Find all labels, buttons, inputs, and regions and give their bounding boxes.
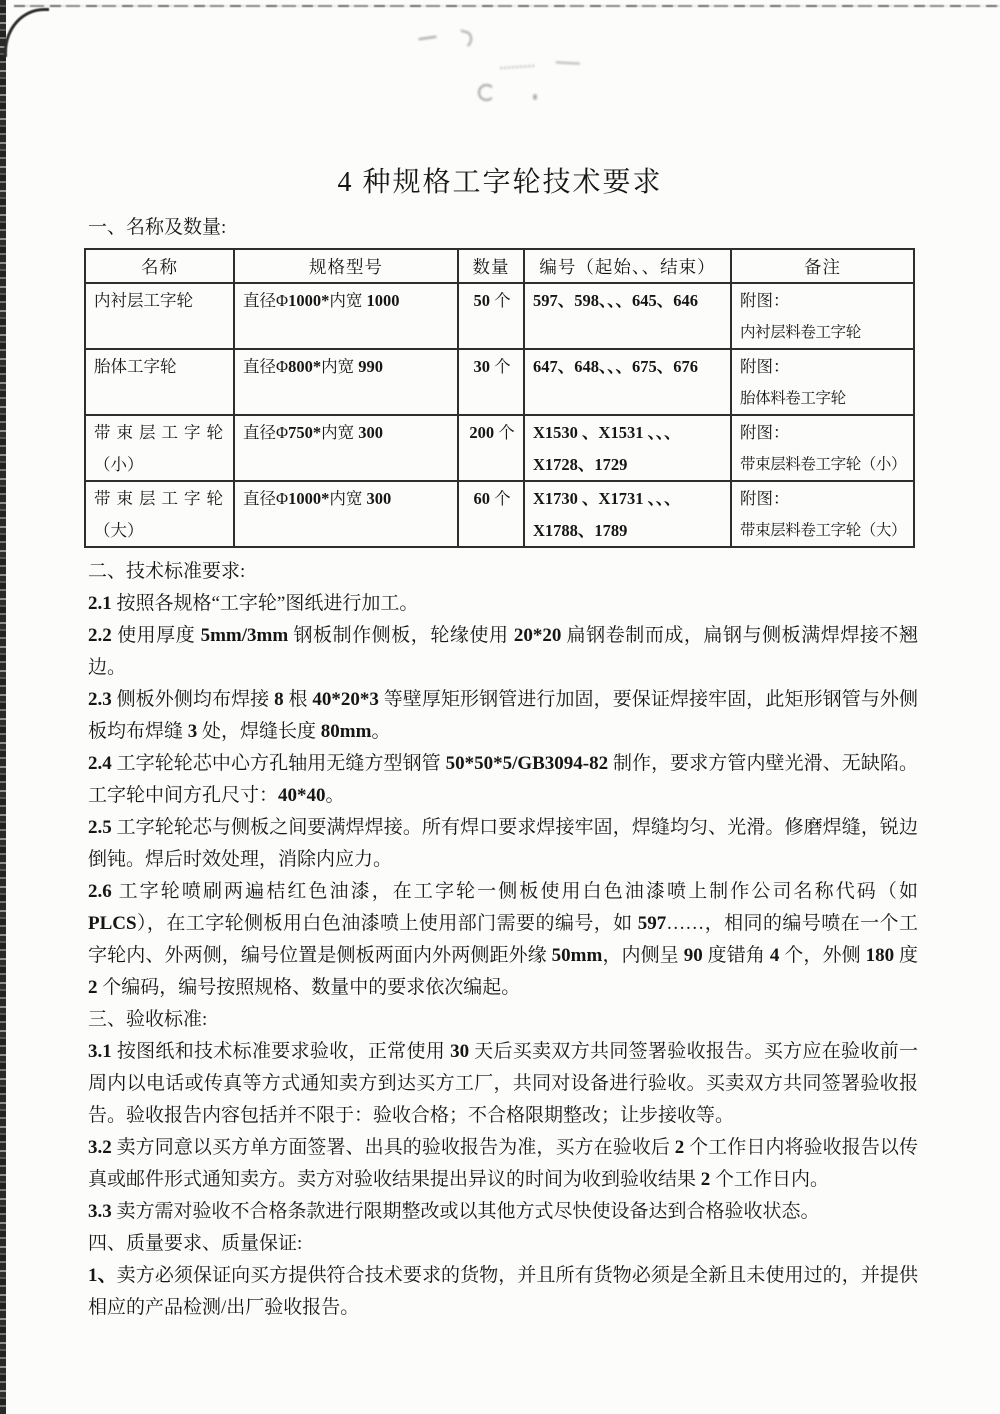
cell-line: X1730 、X1731 、、、 [533, 489, 681, 508]
scan-smudge-2 [456, 30, 474, 50]
cell-serials [524, 481, 731, 547]
section-3-heading: 三、验收标准: [88, 1009, 208, 1030]
cell-name [85, 481, 234, 547]
clause-2-4: 2.4 工字轮轮芯中心方孔轴用无缝方型钢管 50*50*5/GB3094-82 制作，要求方管内壁光滑、无缺陷。工字轮中间方孔尺寸：40*40。 [88, 753, 918, 806]
cell-serials [524, 415, 731, 481]
scan-smudge-3 [500, 59, 534, 69]
cell-note [731, 481, 914, 547]
cell-name [85, 283, 234, 349]
cell-line: 直径Φ1000*内宽 1000 [243, 291, 400, 310]
scan-paper-edge-top [14, 5, 1000, 7]
document-body [88, 212, 918, 1324]
cell-line: 带束层工字轮 [94, 423, 223, 442]
cell-line: 附图： [740, 357, 790, 376]
cell-qty [458, 349, 524, 415]
clause-3-3: 3.3 卖方需对验收不合格条款进行限期整改或以其他方式尽快使设备达到合格验收状态。 [88, 1201, 820, 1222]
cell-line: 附图： [740, 291, 790, 310]
clause-2-5: 2.5 工字轮轮芯与侧板之间要满焊焊接。所有焊口要求焊接牢固，焊缝均匀、光滑。修磨焊缝，锐边倒钝。焊后时效处理，消除内应力。 [88, 817, 918, 870]
cell-line: 647、648、、、675、676 [533, 357, 698, 376]
cell-name [85, 415, 234, 481]
cell-line: 直径Φ800*内宽 990 [243, 357, 383, 376]
section-1-heading: 一、名称及数量: [88, 217, 227, 238]
header-cell-serial: 编号（起始、、结束） [524, 249, 731, 283]
scan-paper-edge-left [0, 0, 6, 1414]
cell-line: （小） [94, 455, 144, 474]
cell-line: X1728、1729 [533, 455, 628, 474]
cell-line: 597、598、、、645、646 [533, 291, 698, 310]
table-row-belt-large [85, 481, 914, 547]
cell-line: X1788、1789 [533, 521, 628, 540]
cell-line: 200 个 [469, 423, 515, 442]
cell-qty [458, 283, 524, 349]
table-row-carcass [85, 349, 914, 415]
cell-line: 胎体料卷工字轮 [740, 390, 846, 407]
clause-3-2: 3.2 卖方同意以买方单方面签署、出具的验收报告为准，买方在验收后 2 个工作日内将验收报告以传真或邮件形式通知卖方。卖方对验收结果提出异议的时间为收到验收结果 2 个工作日内。 [88, 1137, 918, 1190]
cell-line: 带束层料卷工字轮（小） [740, 456, 907, 473]
cell-line: 带束层料卷工字轮（大） [740, 522, 907, 539]
cell-line: 胎体工字轮 [94, 357, 177, 376]
cell-line: 附图： [740, 423, 790, 442]
cell-note [731, 283, 914, 349]
cell-serials [524, 349, 731, 415]
cell-line: X1530 、X1531 、、、 [533, 423, 681, 442]
cell-qty [458, 481, 524, 547]
cell-line: 60 个 [473, 489, 511, 508]
table-row-inner-liner [85, 283, 914, 349]
scan-smudge-6 [533, 94, 537, 100]
cell-spec [234, 415, 458, 481]
cell-line: 内衬层料卷工字轮 [740, 324, 861, 341]
clause-2-1: 2.1 按照各规格“工字轮”图纸进行加工。 [88, 593, 419, 614]
header-cell-note: 备注 [731, 249, 914, 283]
table-row-belt-small [85, 415, 914, 481]
cell-spec [234, 283, 458, 349]
cell-spec [234, 481, 458, 547]
section-4-heading: 四、质量要求、质量保证: [88, 1233, 303, 1254]
section-2-heading: 二、技术标准要求: [88, 561, 246, 582]
header-cell-name: 名称 [85, 249, 234, 283]
cell-note [731, 349, 914, 415]
header-cell-qty: 数量 [458, 249, 524, 283]
header-cell-spec: 规格型号 [234, 249, 458, 283]
cell-line: 附图： [740, 489, 790, 508]
cell-line: 内衬层工字轮 [94, 291, 193, 310]
cell-line: 直径Φ1000*内宽 300 [243, 489, 392, 508]
cell-line: 50 个 [473, 291, 511, 310]
cell-line: 直径Φ750*内宽 300 [243, 423, 383, 442]
document-title: 4 种规格工字轮技术要求 [337, 167, 663, 198]
clause-2-3: 2.3 侧板外侧均布焊接 8 根 40*20*3 等壁厚矩形钢管进行加固，要保证焊接牢固，此矩形钢管与外侧板均布焊缝 3 处，焊缝长度 80mm。 [88, 689, 918, 742]
cell-line: 30 个 [473, 357, 511, 376]
scan-paper-corner-curve [4, 8, 49, 57]
scan-smudge-1 [417, 29, 436, 40]
spec-table [84, 248, 915, 548]
cell-line: 带束层工字轮 [94, 489, 223, 508]
clause-2-2: 2.2 使用厚度 5mm/3mm 钢板制作侧板，轮缘使用 20*20 扁钢卷制而成，扁钢与侧板满焊焊接不翘边。 [88, 625, 918, 678]
cell-line: （大） [94, 521, 144, 540]
scan-smudge-4 [556, 55, 580, 64]
clause-3-1: 3.1 按图纸和技术标准要求验收，正常使用 30 天后买卖双方共同签署验收报告。买方应在验收前一周内以电话或传真等方式通知卖方到达买方工厂，共同对设备进行验收。买卖双方共同签署验收报告。验收报告内容包括并不限于：验收合格；不合格限期整改；让步接收等。 [88, 1041, 918, 1126]
cell-name [85, 349, 234, 415]
clause-2-6: 2.6 工字轮喷刷两遍桔红色油漆，在工字轮一侧板使用白色油漆喷上制作公司名称代码（如 PLCS），在工字轮侧板用白色油漆喷上使用部门需要的编号，如 597……，相同的编号喷在一个工字轮内、外两侧，编号位置是侧板两面内外两侧距外缘 50mm，内侧呈 90 度错角 4 个，外侧 180 度 2 个编码，编号按照规格、数量中的要求依次编起。 [88, 881, 918, 998]
cell-note [731, 415, 914, 481]
cell-spec [234, 349, 458, 415]
table-header-row [85, 249, 914, 283]
cell-serials [524, 283, 731, 349]
scan-smudge-5 [478, 84, 495, 101]
clause-4-1: 1、卖方必须保证向买方提供符合技术要求的货物，并且所有货物必须是全新且未使用过的，并提供相应的产品检测/出厂验收报告。 [88, 1265, 918, 1318]
cell-qty [458, 415, 524, 481]
